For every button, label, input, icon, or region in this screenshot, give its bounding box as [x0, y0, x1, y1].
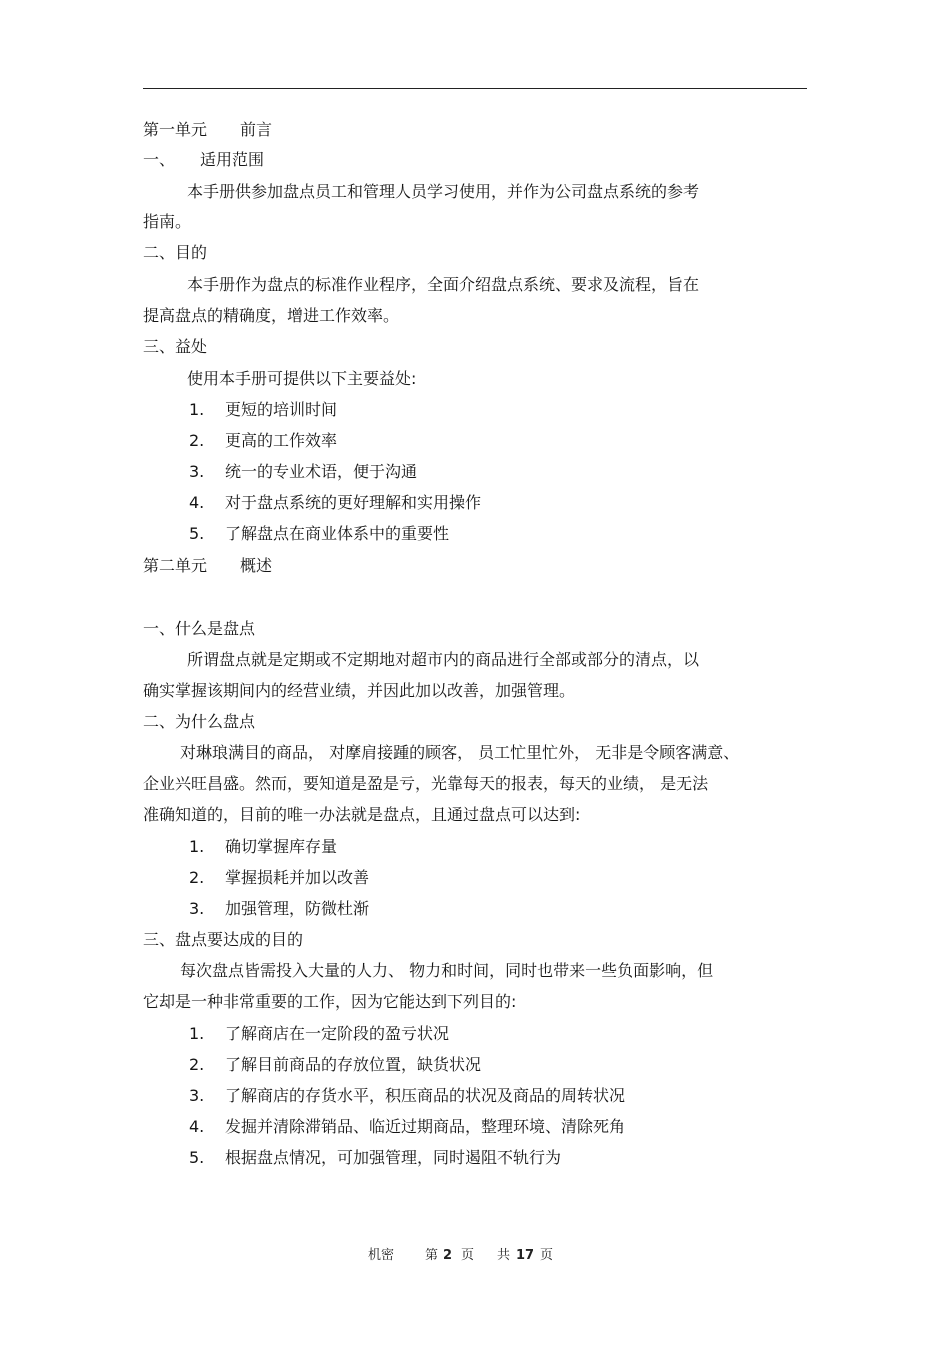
goal-item-text: 了解商店的存货水平，积压商品的状况及商品的周转状况: [225, 1086, 626, 1105]
scope-paragraph-line2: 指南。: [143, 212, 192, 231]
footer-total-suffix: 页: [540, 1248, 554, 1263]
footer-page-prefix: 第: [425, 1248, 439, 1263]
goals-paragraph-line1: 每次盘点皆需投入大量的人力、 物力和时间，同时也带来一些负面影响，但: [180, 961, 714, 980]
goal-item-number: 4.: [189, 1117, 205, 1136]
why-item-number: 2.: [189, 868, 205, 887]
benefit-item-text: 对于盘点系统的更好理解和实用操作: [225, 493, 482, 512]
goal-item-number: 5.: [189, 1148, 205, 1167]
why-item-number: 3.: [189, 899, 205, 918]
scope-paragraph-line1: 本手册供参加盘点员工和管理人员学习使用，并作为公司盘点系统的参考: [187, 182, 700, 201]
what-paragraph-line1: 所谓盘点就是定期或不定期地对超市内的商品进行全部或部分的清点，以: [187, 650, 700, 669]
scope-title: 适用范围: [200, 150, 265, 169]
benefit-item-text: 了解盘点在商业体系中的重要性: [225, 524, 450, 543]
benefit-item-text: 更高的工作效率: [225, 431, 338, 450]
unit2-heading-title: 概述: [240, 556, 273, 575]
benefit-item-number: 3.: [189, 462, 205, 481]
unit1-heading-title: 前言: [240, 120, 273, 139]
footer-page-number: 2: [443, 1248, 453, 1263]
goals-paragraph-line2: 它却是一种非常重要的工作，因为它能达到下列目的:: [143, 992, 517, 1011]
footer-confidential: 机密: [368, 1248, 395, 1263]
goal-item-text: 发掘并清除滞销品、临近过期商品，整理环境、清除死角: [225, 1117, 626, 1136]
benefit-item-number: 4.: [189, 493, 205, 512]
why-item-text: 掌握损耗并加以改善: [225, 868, 370, 887]
goal-item-text: 了解商店在一定阶段的盈亏状况: [225, 1024, 450, 1043]
goal-item-number: 3.: [189, 1086, 205, 1105]
benefits-title: 三、益处: [143, 337, 208, 356]
unit1-heading-number: 第一单元: [143, 120, 208, 139]
unit2-heading-number: 第二单元: [143, 556, 208, 575]
benefit-item-number: 2.: [189, 431, 205, 450]
footer-total-pages: 17: [516, 1248, 535, 1263]
benefits-intro: 使用本手册可提供以下主要益处:: [187, 369, 417, 388]
benefit-item-text: 更短的培训时间: [225, 400, 338, 419]
why-paragraph-line2: 企业兴旺昌盛。然而，要知道是盈是亏，光靠每天的报表，每天的业绩， 是无法: [143, 774, 709, 793]
why-item-text: 确切掌握库存量: [225, 837, 338, 856]
goal-item-text: 根据盘点情况，可加强管理，同时遏阻不轨行为: [225, 1148, 562, 1167]
why-item-text: 加强管理，防微杜渐: [225, 899, 370, 918]
benefit-item-text: 统一的专业术语，便于沟通: [225, 462, 418, 481]
goal-item-number: 1.: [189, 1024, 205, 1043]
header-rule: [143, 88, 807, 89]
footer-total-prefix: 共: [497, 1248, 511, 1263]
goal-item-number: 2.: [189, 1055, 205, 1074]
purpose-title: 二、目的: [143, 243, 208, 262]
what-paragraph-line2: 确实掌握该期间内的经营业绩，并因此加以改善，加强管理。: [143, 681, 576, 700]
goals-title: 三、盘点要达成的目的: [143, 930, 304, 949]
purpose-paragraph-line1: 本手册作为盘点的标准作业程序，全面介绍盘点系统、要求及流程，旨在: [187, 275, 700, 294]
benefit-item-number: 1.: [189, 400, 205, 419]
why-paragraph-line3: 准确知道的，目前的唯一办法就是盘点，且通过盘点可以达到:: [143, 805, 581, 824]
why-title: 二、为什么盘点: [143, 712, 256, 731]
benefit-item-number: 5.: [189, 524, 205, 543]
why-item-number: 1.: [189, 837, 205, 856]
footer-page-suffix: 页: [461, 1248, 475, 1263]
why-paragraph-line1: 对琳琅满目的商品， 对摩肩接踵的顾客， 员工忙里忙外， 无非是令顾客满意、: [180, 743, 740, 762]
purpose-paragraph-line2: 提高盘点的精确度，增进工作效率。: [143, 306, 400, 325]
goal-item-text: 了解目前商品的存放位置，缺货状况: [225, 1055, 482, 1074]
scope-number: 一、: [143, 150, 176, 169]
what-title: 一、什么是盘点: [143, 619, 256, 638]
